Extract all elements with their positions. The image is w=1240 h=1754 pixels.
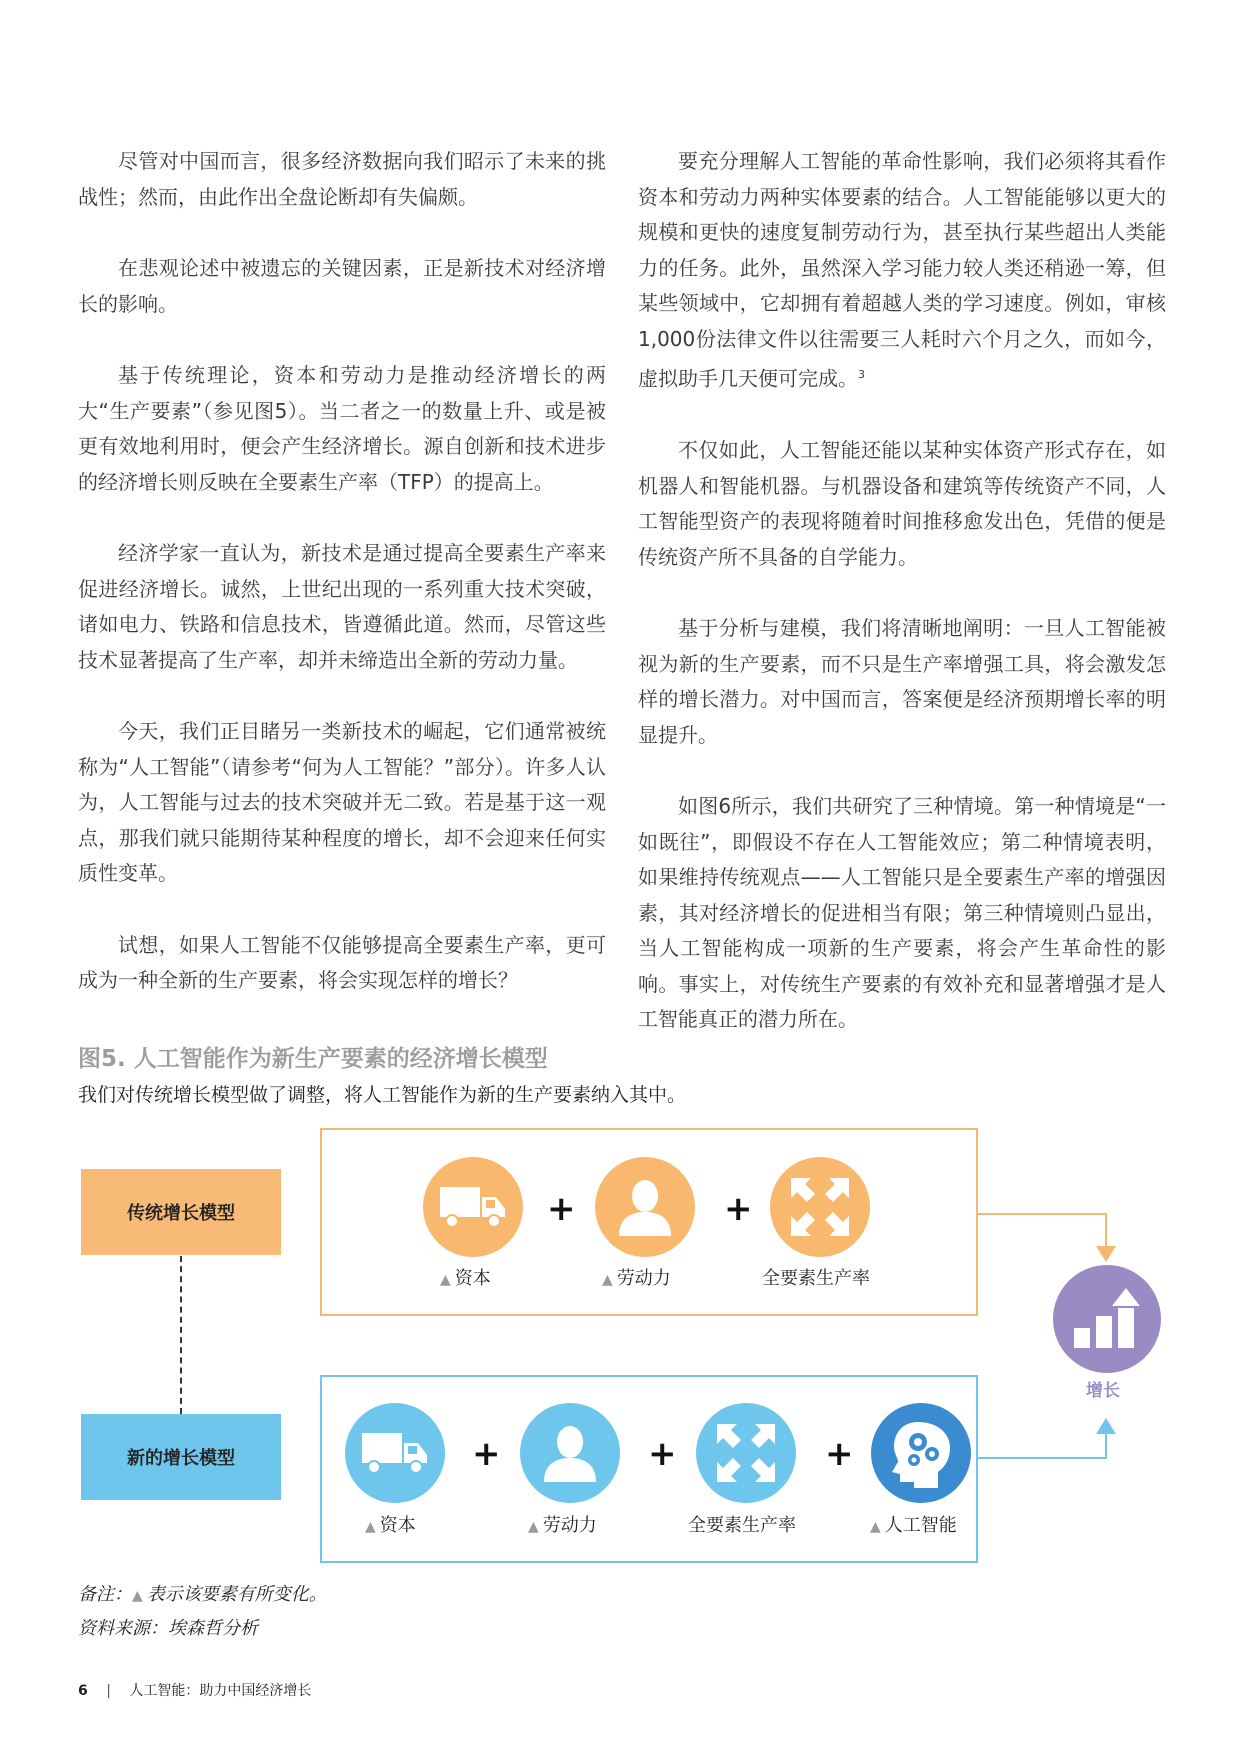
growth-circle <box>1053 1265 1161 1373</box>
paragraph: 基于传统理论，资本和劳动力是推动经济增长的两大“生产要素”（参见图5）。当二者之一的数量上升、或是被更有效地利用时，便会产生经济增长。源自创新和技术进步的经济增长则反映在全要素生产率（TFP）的提高上。 <box>78 363 606 494</box>
left-column <box>78 144 606 1035</box>
person-icon <box>540 1422 600 1484</box>
new-ai-label: ▲ 人工智能 <box>870 1515 957 1536</box>
traditional-model-label: 传统增长模型 <box>81 1169 281 1255</box>
dashed-connector <box>180 1256 182 1414</box>
capital-circle <box>423 1157 523 1257</box>
plus-sign: + <box>648 1434 677 1474</box>
new-labor-label: ▲ 劳动力 <box>528 1515 597 1536</box>
paragraph <box>638 144 1166 397</box>
new-tfp-circle <box>696 1403 796 1503</box>
new-labor-circle <box>520 1403 620 1503</box>
traditional-labor-label: ▲ 劳动力 <box>602 1268 671 1289</box>
paragraph: 今天，我们正目睹另一类新技术的崛起，它们通常被统称为“人工智能”（请参考“何为人工智能？”部分）。许多人认为，人工智能与过去的技术突破并无二致。若是基于这一观点，那我们就只能期待某种程度的增长，却不会迎来任何实质性变革。 <box>78 719 606 885</box>
figure-title: 图5. 人工智能作为新生产要素的经济增长模型 <box>78 1046 548 1072</box>
person-icon <box>615 1176 675 1238</box>
page-footer <box>78 1680 311 1700</box>
footer-separator: | <box>106 1683 111 1699</box>
truck-icon <box>360 1429 430 1477</box>
new-capital-label: ▲ 资本 <box>365 1515 416 1536</box>
change-triangle-icon: ▲ <box>440 1272 451 1288</box>
figure-note: 备注：▲ 表示该要素有所变化。 <box>78 1584 327 1605</box>
plus-sign: + <box>825 1434 854 1474</box>
traditional-capital-label: ▲ 资本 <box>440 1268 491 1289</box>
new-capital-circle <box>345 1403 445 1503</box>
plus-sign: + <box>547 1189 576 1229</box>
labor-circle <box>595 1157 695 1257</box>
change-triangle-icon: ▲ <box>602 1272 613 1288</box>
change-triangle-icon: ▲ <box>132 1588 143 1604</box>
new-model-label: 新的增长模型 <box>81 1414 281 1500</box>
brain-gear-icon <box>888 1418 954 1488</box>
new-tfp-label: 全要素生产率 <box>688 1515 796 1536</box>
paragraph: 经济学家一直认为，新技术是通过提高全要素生产率来促进经济增长。诚然，上世纪出现的一系列重大技术突破，诸如电力、铁路和信息技术，皆遵循此道。然而，尽管这些技术显著提高了生产率，却并未缔造出全新的劳动力量。 <box>78 541 606 672</box>
arrows-expand-icon <box>789 1176 851 1238</box>
change-triangle-icon: ▲ <box>870 1519 881 1535</box>
traditional-tfp-label: 全要素生产率 <box>762 1268 870 1289</box>
paragraph: 基于分析与建模，我们将清晰地阐明：一旦人工智能被视为新的生产要素，而不只是生产率增强工具，将会激发怎样的增长潜力。对中国而言，答案便是经济预期增长率的明显提升。 <box>638 616 1166 747</box>
change-triangle-icon: ▲ <box>365 1519 376 1535</box>
footnote-ref: 3 <box>858 368 865 381</box>
page-number: 6 <box>78 1683 88 1699</box>
plus-sign: + <box>724 1189 753 1229</box>
bar-chart-up-icon <box>1072 1286 1142 1352</box>
paragraph: 不仅如此，人工智能还能以某种实体资产形式存在，如机器人和智能机器。与机器设备和建筑等传统资产不同，人工智能型资产的表现将随着时间推移愈发出色，凭借的便是传统资产所不具备的自学能力。 <box>638 438 1166 569</box>
paragraph: 如图6所示，我们共研究了三种情境。第一种情境是“一如既往”，即假设不存在人工智能效应；第二种情境表明，如果维持传统观点——人工智能只是全要素生产率的增强因素，其对经济增长的促进相当有限；第三种情境则凸显出，当人工智能构成一项新的生产要素，将会产生革命性的影响。事实上，对传统生产要素的有效补充和显著增强才是人工智能真正的潜力所在。 <box>638 794 1166 1032</box>
truck-icon <box>438 1183 508 1231</box>
footer-title: 人工智能：助力中国经济增长 <box>129 1683 312 1699</box>
right-column <box>638 144 1166 1074</box>
paragraph: 试想，如果人工智能不仅能够提高全要素生产率，更可成为一种全新的生产要素，将会实现怎样的增长？ <box>78 932 606 992</box>
plus-sign: + <box>472 1434 501 1474</box>
arrows-expand-icon <box>715 1422 777 1484</box>
tfp-circle <box>770 1157 870 1257</box>
paragraph: 在悲观论述中被遗忘的关键因素，正是新技术对经济增长的影响。 <box>78 256 606 316</box>
change-triangle-icon: ▲ <box>528 1519 539 1535</box>
ai-circle <box>871 1403 971 1503</box>
paragraph-text: 要充分理解人工智能的革命性影响，我们必须将其看作资本和劳动力两种实体要素的结合。人工智能能够以更大的规模和更快的速度复制劳动行为，甚至执行某些超出人类能力的任务。此外，虽然深入学习能力较人类还稍逊一筹，但某些领域中，它却拥有着超越人类的学习速度。例如，审核1,000份法律文件以往需要三人耗时六个月之久，而如今，虚拟助手几天便可完成。 <box>638 149 1166 391</box>
growth-label: 增长 <box>1086 1381 1120 1401</box>
figure-subtitle: 我们对传统增长模型做了调整，将人工智能作为新的生产要素纳入其中。 <box>78 1084 687 1106</box>
paragraph: 尽管对中国而言，很多经济数据向我们昭示了未来的挑战性；然而，由此作出全盘论断却有失偏颇。 <box>78 149 606 209</box>
figure-source: 资料来源：埃森哲分析 <box>78 1618 258 1639</box>
